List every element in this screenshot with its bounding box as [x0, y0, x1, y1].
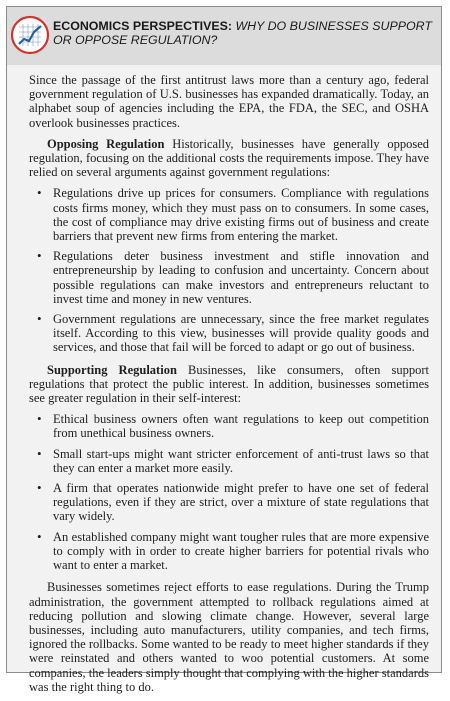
list-item: • Regulations drive up prices for consumers. Compliance with regulations costs firms money, which they must pass on to consumers. In some cases, the cost of compliance may drive existing firms out of business and create barriers that prevent new firms from entering the market.: [53, 186, 429, 243]
list-item: • Ethical business owners often want regulations to keep out competition from unethical business owners.: [53, 412, 429, 440]
rising-line-chart-icon: [10, 15, 50, 55]
list-item: • An established company might want tougher rules that are more expensive to comply with in order to create higher barriers for potential rivals who want to enter a market.: [53, 530, 429, 573]
list-item: • Small start-ups might want stricter enforcement of anti-trust laws so that they can enter a market more easily.: [53, 447, 429, 475]
closing-paragraph: Businesses sometimes reject efforts to ease regulations. During the Trump administration, the government attempted to rollback regulations aimed at reducing pollution and slowing climate change. However, several large businesses, including auto manufacturers, utility companies, and tech firms, ignored the rollbacks. Some wanted to be ready to meet higher standards if they were reinstated and others wanted to woo potential customers. At some companies, the leaders simply thought that complying with the higher standards was the right thing to do.: [29, 580, 429, 694]
opposing-text: Historically, businesses have generally opposed regulation, focusing on the additional costs the requirements impose. They have relied on several arguments against government regulations:: [29, 136, 429, 180]
list-item: • A firm that operates nationwide might prefer to have one set of federal regulations, even if they are strict, over a mixture of state regulations that vary widely.: [53, 481, 429, 524]
economics-perspectives-box: [6, 6, 442, 694]
title-question: WHY DO BUSINESSES SUPPORT OR OPPOSE REGULATION?: [53, 19, 432, 47]
list-item: • Regulations deter business investment and stifle innovation and entrepreneurship by leading to confusion and uncertainty. Concern about possible regulations can make investors and entrepreneurs reluctant to invest time and money in new ventures.: [53, 249, 429, 306]
list-item: • Government regulations are unnecessary, since the free market regulates itself. According to this view, businesses will provide quality goods and services, and those that fail will be forced to adapt or go out of business.: [53, 312, 429, 355]
supporting-paragraph: [29, 363, 429, 406]
opposing-list: [29, 186, 429, 354]
intro-paragraph: Since the passage of the first antitrust laws more than a century ago, federal government regulation of U.S. businesses has expanded dramatically. Today, an alphabet soup of agencies including the EPA, the FDA, the SEC, and OSHA overlook businesses practices.: [29, 73, 429, 130]
box-header: [7, 7, 441, 65]
opposing-heading: Opposing Regulation: [47, 136, 165, 151]
box-title: [53, 19, 433, 47]
supporting-text: Businesses, like consumers, often support regulations that protect the public interest. In addition, businesses sometimes see greater regulation in their self-interest:: [29, 362, 430, 406]
opposing-paragraph: [29, 137, 429, 180]
supporting-list: [29, 412, 429, 572]
box-content: [29, 73, 429, 701]
title-label: ECONOMICS PERSPECTIVES:: [53, 19, 233, 33]
supporting-heading: Supporting Regulation: [47, 362, 177, 377]
